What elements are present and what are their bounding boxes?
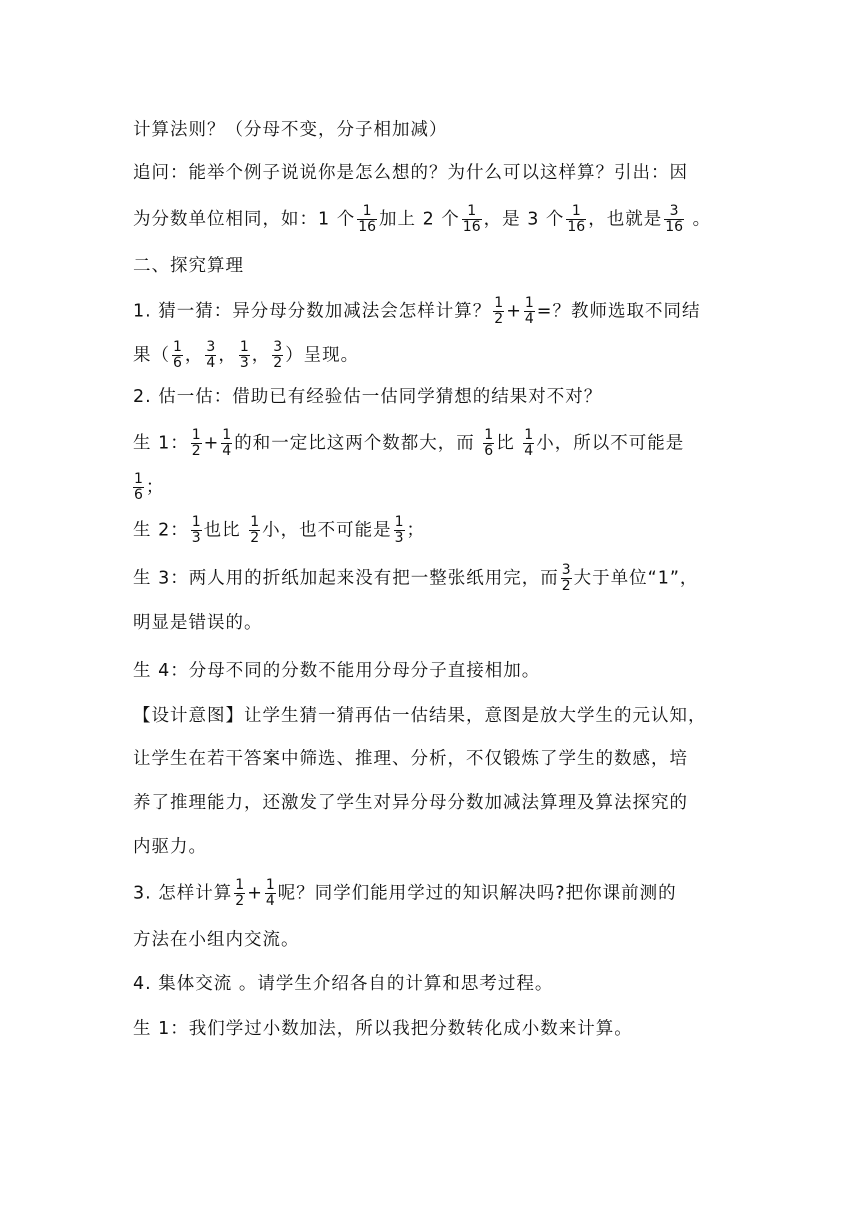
student-3-answer-cont: 明显是错误的。 <box>133 613 263 633</box>
student-3-answer: 生 3：两人用的折纸加起来没有把一整张纸用完，而 $\frac{3}{2}$ 大于单位“1”， <box>133 562 699 594</box>
fraction-3-2: $\frac{3}{2}$ <box>561 562 571 594</box>
fraction-3-16: $\frac{3}{16}$ <box>665 203 684 235</box>
design-intent-cont: 让学生在若干答案中筛选、推理、分析，不仅锻炼了学生的数感，培 <box>133 749 688 769</box>
item-guess: 1. 猜一猜：异分母分数加减法会怎样计算？ $\frac{1}{2}$ + $\frac{1}{4}$ =？教师选取不同结 <box>133 295 701 327</box>
item-guess-results: 果（ $\frac{1}{6}$ ， $\frac{3}{4}$ ， $\frac{1}{3}$ ， $\frac{3}{2}$ ）呈现。 <box>133 339 360 371</box>
fraction-1-4: $\frac{1}{4}$ <box>222 427 232 459</box>
student-1-answer-cont: $\frac{1}{6}$ ； <box>134 471 165 503</box>
fraction-1-4: $\frac{1}{4}$ <box>265 877 275 909</box>
paragraph-example: 为分数单位相同，如：1 个 $\frac{1}{16}$ 加上 2 个 $\frac{1}{16}$ ，是 3 个 $\frac{1}{16}$ ，也就是 $\frac{3}{16}$ 。 <box>133 203 712 235</box>
design-intent-cont: 养了推理能力，还激发了学生对异分母分数加减法算理及算法探究的 <box>133 793 688 813</box>
item-group-share: 4. 集体交流 。请学生介绍各自的计算和思考过程。 <box>133 974 554 994</box>
fraction-1-16: $\frac{1}{16}$ <box>567 203 586 235</box>
fraction-3-2: $\frac{3}{2}$ <box>273 339 283 371</box>
fraction-1-16: $\frac{1}{16}$ <box>462 203 481 235</box>
design-intent-cont: 内驱力。 <box>133 837 207 857</box>
section-heading: 二、探究算理 <box>133 256 244 276</box>
paragraph-question: 追问：能举个例子说说你是怎么想的？为什么可以这样算？引出：因 <box>133 163 688 183</box>
student-1-answer: 生 1： $\frac{1}{2}$ + $\frac{1}{4}$ 的和一定比这两个数都大，而 $\frac{1}{6}$ 比 $\frac{1}{4}$ 小，所以不可能是 <box>133 427 685 459</box>
fraction-1-2: $\frac{1}{2}$ <box>494 295 504 327</box>
student-1-method: 生 1：我们学过小数加法，所以我把分数转化成小数来计算。 <box>133 1019 633 1039</box>
fraction-1-2: $\frac{1}{2}$ <box>191 427 201 459</box>
item-how-to-compute: 3. 怎样计算 $\frac{1}{2}$ + $\frac{1}{4}$ 呢？同学们能用学过的知识解决吗?把你课前测的 <box>133 877 677 909</box>
paragraph-rule: 计算法则？（分母不变，分子相加减） <box>133 120 448 140</box>
student-4-answer: 生 4：分母不同的分数不能用分母分子直接相加。 <box>133 661 541 681</box>
design-intent: 【设计意图】让学生猜一猜再估一估结果，意图是放大学生的元认知， <box>133 706 707 726</box>
item-how-to-compute-cont: 方法在小组内交流。 <box>133 930 300 950</box>
fraction-1-4: $\frac{1}{4}$ <box>524 295 534 327</box>
fraction-1-6: $\frac{1}{6}$ <box>484 427 494 459</box>
fraction-1-3: $\frac{1}{3}$ <box>191 514 201 546</box>
fraction-3-4: $\frac{3}{4}$ <box>206 339 216 371</box>
fraction-1-2: $\frac{1}{2}$ <box>235 877 245 909</box>
fraction-1-6: $\frac{1}{6}$ <box>134 471 143 503</box>
fraction-1-4: $\frac{1}{4}$ <box>524 427 534 459</box>
fraction-1-16: $\frac{1}{16}$ <box>358 203 377 235</box>
student-2-answer: 生 2： $\frac{1}{3}$ 也比 $\frac{1}{2}$ 小，也不可能是 $\frac{1}{3}$ ； <box>133 514 426 546</box>
fraction-1-3: $\frac{1}{3}$ <box>239 339 249 371</box>
fraction-1-6: $\frac{1}{6}$ <box>173 339 182 371</box>
fraction-1-2: $\frac{1}{2}$ <box>250 514 260 546</box>
fraction-1-3: $\frac{1}{3}$ <box>394 514 404 546</box>
item-estimate: 2. 估一估：借助已有经验估一估同学猜想的结果对不对？ <box>133 387 603 407</box>
